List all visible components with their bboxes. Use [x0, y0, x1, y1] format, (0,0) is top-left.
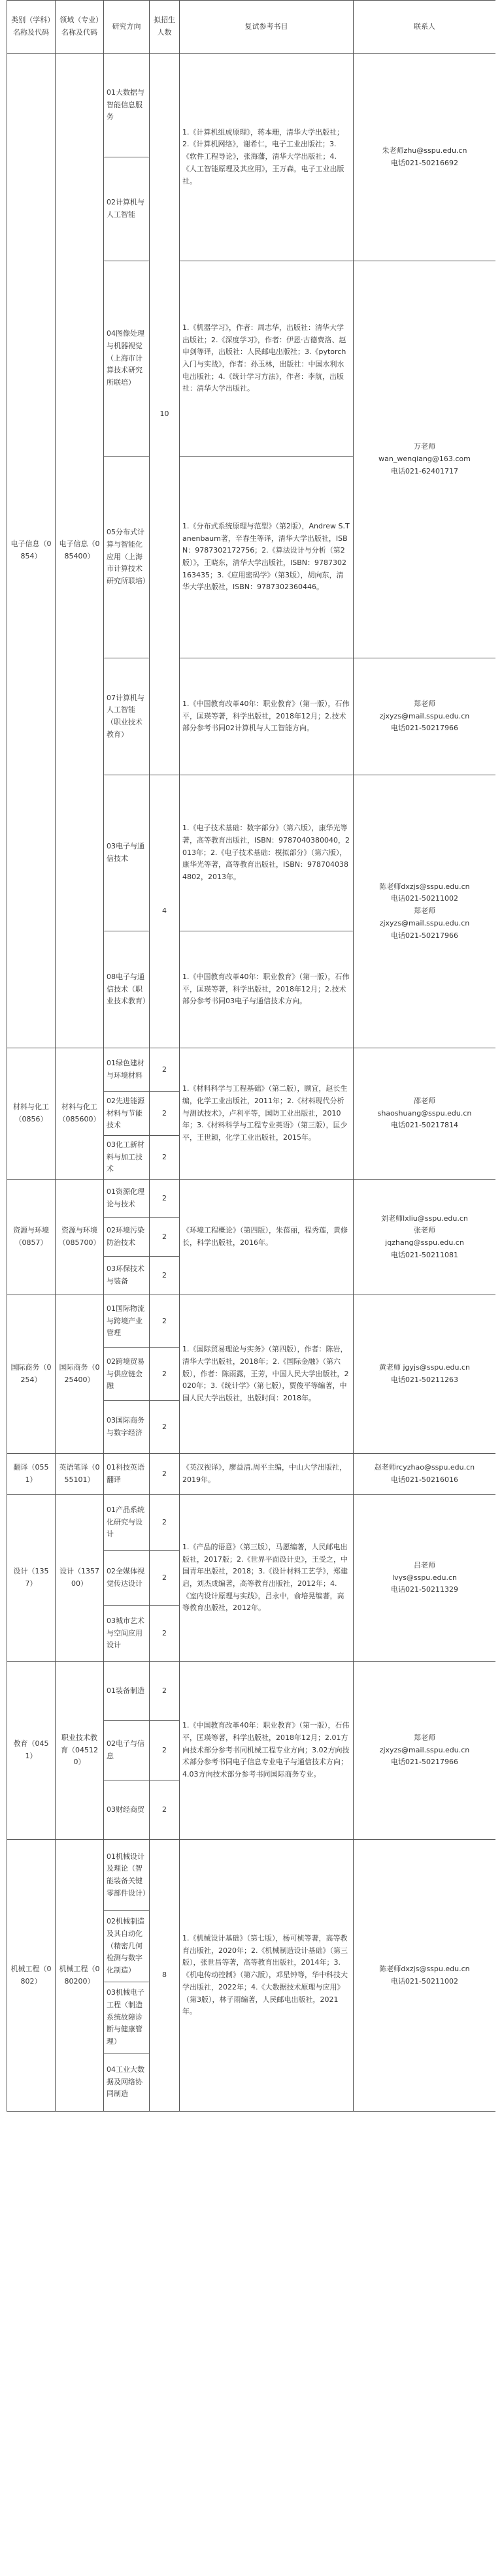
enroll-cell: 2	[150, 1401, 180, 1454]
contact-line: 电话021-50211329	[391, 1585, 458, 1594]
contact-line: 万老师	[414, 442, 435, 451]
contact-line: 张老师	[414, 1226, 435, 1235]
books-cell: 《英汉视译》，廖益清,周平主编，中山大学出版社，2019年。	[180, 1454, 354, 1495]
contact-cell	[354, 1840, 496, 2112]
direction-cell: 03电子与通信技术	[104, 775, 150, 931]
contact-line: zjxyzs@mail.sspu.edu.cn	[379, 711, 470, 720]
enroll-cell: 2	[150, 1348, 180, 1401]
direction-cell: 04图像处理与机器视觉（上海市计算技术研究所联培）	[104, 261, 150, 457]
table-row	[7, 1454, 496, 1495]
contact-line: lvys@sspu.edu.cn	[392, 1573, 457, 1582]
category-cell: 国际商务（0254）	[7, 1295, 56, 1454]
books-cell: 1.《国际贸易理论与实务》（第四版），作者：陈岩，清华大学出版社，2018年；2.《国际金融》（第六版），作者：陈雨露，王芳，中国人民大学出版社，2020年；3.《统计学》（第七版），贾俊平等编著，中国人民大学出版社，出版时间：2018年。	[180, 1295, 354, 1454]
enroll-cell: 2	[150, 1551, 180, 1606]
direction-cell: 03环保技术与装备	[104, 1257, 150, 1295]
contact-line: 电话021-50217966	[391, 931, 458, 940]
contact-line: 电话021-50216016	[391, 1475, 458, 1484]
enroll-cell: 2	[150, 1257, 180, 1295]
table-row	[7, 1840, 496, 1911]
contact-line: 电话021-50217814	[391, 1121, 458, 1130]
contact-line: 陈老师dxzjs@sspu.edu.cn	[379, 882, 470, 891]
direction-cell: 01科技英语翻译	[104, 1454, 150, 1495]
books-cell: 《环境工程概论》（第四版），朱蓓丽，程秀莲，黄修长，科学出版社，2016年。	[180, 1180, 354, 1295]
admission-table	[7, 0, 495, 2112]
field-cell: 英语笔译（055101）	[56, 1454, 104, 1495]
field-cell: 设计（135700）	[56, 1495, 104, 1662]
header-enroll: 拟招生人数	[150, 1, 180, 54]
direction-cell: 02跨境贸易与供应链金融	[104, 1348, 150, 1401]
header-books: 复试参考书目	[180, 1, 354, 54]
contact-line: 赵老师rcyzhao@sspu.edu.cn	[374, 1463, 475, 1472]
direction-cell: 01大数据与智能信息服务	[104, 54, 150, 157]
contact-line: 电话021-50211081	[391, 1250, 458, 1259]
table-row	[7, 1295, 496, 1348]
direction-cell: 04工业大数据及网络协同制造	[104, 2053, 150, 2112]
contact-line: 电话021-50211263	[391, 1376, 458, 1384]
direction-cell: 02机械制造及其自动化（精密几何检测与数字化制造）	[104, 1911, 150, 1982]
enroll-cell: 2	[150, 1136, 180, 1180]
contact-line: wan_wenqiang@163.com	[378, 455, 471, 464]
contact-cell	[354, 1180, 496, 1295]
contact-line: 朱老师zhu@sspu.edu.cn	[382, 146, 467, 155]
table-header-row	[7, 1, 496, 54]
contact-line: 电话021-50211002	[391, 1976, 458, 1986]
enroll-cell: 2	[150, 1495, 180, 1551]
enroll-cell: 2	[150, 1780, 180, 1840]
category-cell: 教育（0451）	[7, 1662, 56, 1840]
enroll-cell: 8	[150, 1840, 180, 2112]
category-cell: 材料与化工（0856）	[7, 1048, 56, 1180]
direction-cell: 03化工新材料与加工技术	[104, 1136, 150, 1180]
enroll-cell: 2	[150, 1606, 180, 1662]
direction-cell: 07计算机与人工智能（职业技术教育）	[104, 658, 150, 775]
books-cell: 1.《机械设计基础》（第七版），杨可桢等著，高等教育出版社，2020年；2.《机械制造设计基础》（第三版），张世昌等著，高等教育出版社，2014年；3.《机电传动控制》（第六版），邓星钟等，华中科技大学出版社，2022年；4.《大数据技术原理与应用》（第3版），林子雨编著，人民邮电出版社，2021年。	[180, 1840, 354, 2112]
books-cell: 1.《材料科学与工程基础》（第二版），顾宜，赵长生编，化学工业出版社，2011年；2.《材料现代分析与测试技术》，卢利平等，国防工业出版社，2010年；3.《材料科学与工程专业英语》（第三版），匡少平，王世颖，化学工业出版社，2015年。	[180, 1048, 354, 1180]
direction-cell: 01国际物流与跨境产业管理	[104, 1295, 150, 1348]
field-cell: 职业技术教育（045120）	[56, 1662, 104, 1840]
direction-cell: 02全媒体视觉传达设计	[104, 1551, 150, 1606]
books-cell: 1.《电子技术基础：数字部分》（第六版），康华光等著，高等教育出版社，ISBN：9787040380040，2013年；2.《电子技术基础：模拟部分》（第六版），康华光等著，高等教育出版社，ISBN：9787040384802，2013年。	[180, 775, 354, 931]
table-row	[7, 1495, 496, 1551]
enroll-cell: 2	[150, 1180, 180, 1218]
field-cell: 机械工程（080200）	[56, 1840, 104, 2112]
direction-cell: 01绿色建材与环境材料	[104, 1048, 150, 1092]
direction-cell: 01资源化理论与技术	[104, 1180, 150, 1218]
category-cell: 翻译（0551）	[7, 1454, 56, 1495]
contact-line: zjxyzs@mail.sspu.edu.cn	[379, 1745, 470, 1754]
direction-cell: 02环境污染防治技术	[104, 1218, 150, 1257]
category-cell: 资源与环境（0857）	[7, 1180, 56, 1295]
table-row	[7, 54, 496, 157]
contact-line: shaoshuang@sspu.edu.cn	[377, 1108, 472, 1118]
direction-cell: 01产品系统化研究与设计	[104, 1495, 150, 1551]
field-cell: 国际商务（025400）	[56, 1295, 104, 1454]
contact-line: 电话021-50217966	[391, 724, 458, 733]
enroll-cell: 2	[150, 1295, 180, 1348]
direction-cell: 01装备制造	[104, 1662, 150, 1721]
direction-cell: 08电子与通信技术（职业技术教育）	[104, 931, 150, 1048]
contact-cell	[354, 54, 496, 261]
enroll-cell: 2	[150, 1721, 180, 1780]
books-cell: 1.《计算机组成原理》，蒋本珊，清华大学出版社；2.《计算机网络》，谢希仁，电子工业出版社；3.《软件工程导论》，张海藩，清华大学出版社；4.《人工智能原理及其应用》，王万森，电子工业出版社。	[180, 54, 354, 261]
direction-cell: 03机械电子工程（制造系统故障诊断与健康管理）	[104, 1982, 150, 2053]
direction-cell: 03城市艺术与空间应用设计	[104, 1606, 150, 1662]
direction-cell: 01机械设计及理论（智能装备关键零部件设计）	[104, 1840, 150, 1911]
enroll-cell: 2	[150, 1662, 180, 1721]
books-cell: 1.《中国教育改革40年：职业教育》（第一版），石伟平，匡瑛等著，科学出版社，2018年12月；2.01方向技术部分参考书同机械工程专业方向；3.02方向技术部分参考书同电子信息专业电子与通信技术方向；4.03方向技术部分参考书同国际商务专业。	[180, 1662, 354, 1840]
books-cell: 1.《中国教育改革40年：职业教育》（第一版），石伟平，匡瑛等著，科学出版社，2018年12月；2.技术部分参考书同02计算机与人工智能方向。	[180, 658, 354, 775]
direction-cell: 02计算机与人工智能	[104, 157, 150, 261]
table-row	[7, 1662, 496, 1721]
category-cell: 设计（1357）	[7, 1495, 56, 1662]
field-cell: 资源与环境（085700）	[56, 1180, 104, 1295]
books-cell: 1.《产品的语意》（第三版），马愿编著，人民邮电出版社，2017版；2.《世界平面设计史》，王受之，中国青年出版社，2018；3.《设计材料工艺学》，郑建启，刘杰成编著，高等教育出版社，2012年；4.《室内设计原理与实践》，吕永中，俞培晃编著，高等教育出版社，2012年。	[180, 1495, 354, 1662]
header-direction: 研究方向	[104, 1, 150, 54]
contact-line: 邵老师	[414, 1096, 435, 1105]
contact-line: jqzhang@sspu.edu.cn	[385, 1238, 464, 1247]
header-field: 领域（专业）名称及代码	[56, 1, 104, 54]
books-cell: 1.《中国教育改革40年：职业教育》（第一版），石伟平，匡瑛等著，科学出版社，2018年12月；2.技术部分参考书同03电子与通信技术方向。	[180, 931, 354, 1048]
direction-cell: 02先进能源材料与节能技术	[104, 1092, 150, 1136]
direction-cell: 02电子与信息	[104, 1721, 150, 1780]
contact-line: 电话021-50211002	[391, 894, 458, 903]
contact-line: 电话021-50217966	[391, 1758, 458, 1767]
table-row	[7, 1180, 496, 1218]
header-contact: 联系人	[354, 1, 496, 54]
contact-line: 郑老师	[414, 1733, 435, 1742]
contact-line: 吕老师	[414, 1560, 435, 1570]
contact-line: 黄老师 jgyjs@sspu.edu.cn	[379, 1363, 470, 1372]
contact-line: 刘老师lxliu@sspu.edu.cn	[381, 1214, 468, 1223]
contact-cell	[354, 1454, 496, 1495]
field-cell: 电子信息（085400）	[56, 54, 104, 1048]
books-cell: 1.《机器学习》，作者：周志华，出版社：清华大学出版社；2.《深度学习》，作者：伊恩·古德费洛、赵申剑等译，出版社：人民邮电出版社；3.《pytorch入门与实战》，作者：孙玉林，出版社：中国水利水电出版社；4.《统计学习方法》，作者：李航，出版社：清华大学出版社。	[180, 261, 354, 457]
contact-line: 电话021-50216692	[391, 158, 458, 167]
contact-cell	[354, 658, 496, 775]
contact-cell	[354, 775, 496, 1048]
contact-line: 电话021-62401717	[391, 466, 458, 475]
category-cell: 机械工程（0802）	[7, 1840, 56, 2112]
contact-line: 郑老师	[414, 699, 435, 708]
contact-line: zjxyzs@mail.sspu.edu.cn	[379, 918, 470, 927]
direction-cell: 05分布式计算与智能化应用（上海市计算技术研究所联培）	[104, 457, 150, 658]
enroll-cell: 2	[150, 1218, 180, 1257]
enroll-cell: 4	[150, 775, 180, 1048]
enroll-cell: 2	[150, 1454, 180, 1495]
enroll-cell: 2	[150, 1048, 180, 1092]
category-cell: 电子信息（0854）	[7, 54, 56, 1048]
header-category: 类别（学科）名称及代码	[7, 1, 56, 54]
contact-cell	[354, 261, 496, 658]
contact-cell	[354, 1048, 496, 1180]
contact-line: 陈老师dxzjs@sspu.edu.cn	[379, 1964, 470, 1973]
direction-cell: 03财经商贸	[104, 1780, 150, 1840]
contact-cell	[354, 1295, 496, 1454]
table-row	[7, 1048, 496, 1092]
books-cell: 1.《分布式系统原理与范型》（第2版），Andrew S.Tanenbaum著，辛春生等译，清华大学出版社，ISBN：9787302172756；2.《算法设计与分析（第2版）》，王晓东，清华大学出版社，ISBN：9787302163435；3.《应用密码学》（第3版），胡向东，清华大学出版社，ISBN：9787302360446。	[180, 457, 354, 658]
contact-cell	[354, 1495, 496, 1662]
direction-cell: 03国际商务与数字经济	[104, 1401, 150, 1454]
contact-cell	[354, 1662, 496, 1840]
enroll-cell: 2	[150, 1092, 180, 1136]
contact-line: 郑老师	[414, 907, 435, 916]
enroll-cell: 10	[150, 54, 180, 775]
field-cell: 材料与化工（085600）	[56, 1048, 104, 1180]
admission-table-wrapper	[7, 0, 495, 2576]
